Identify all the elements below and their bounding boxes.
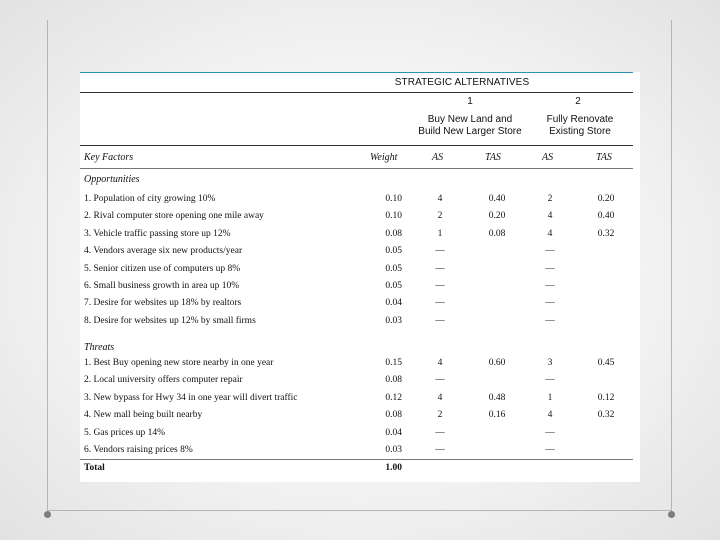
table-row — [80, 316, 633, 333]
weight-cell: 0.08 — [385, 375, 402, 386]
as-2-cell: — — [545, 375, 555, 386]
table-row — [80, 298, 633, 315]
factor-cell: 5. Gas prices up 14% — [84, 427, 165, 438]
factor-cell: 2. Local university offers computer repair — [84, 375, 243, 386]
alternative-2-label — [530, 114, 630, 138]
qspm-table — [80, 72, 640, 482]
as-2-cell: — — [545, 281, 555, 291]
as-1-cell: — — [435, 246, 445, 257]
weight-cell: 0.05 — [385, 281, 402, 291]
table-row — [80, 264, 633, 281]
alternative-2-label-line2: Existing Store — [549, 126, 611, 137]
factor-cell: 5. Senior citizen use of computers up 8% — [84, 263, 241, 274]
tas-2-cell: 0.45 — [597, 358, 615, 368]
table-row — [80, 410, 633, 427]
factor-cell: 4. New mall being built nearby — [84, 410, 203, 421]
tas-2-cell: 0.20 — [597, 194, 615, 204]
weight-cell: 0.04 — [385, 298, 402, 309]
table-row — [80, 375, 633, 392]
alternative-1-number: 1 — [467, 96, 473, 107]
slide-frame-bottom — [47, 510, 672, 511]
weight-cell: 0.15 — [385, 358, 402, 368]
as-2-cell: 2 — [547, 194, 553, 204]
as-1-cell: — — [435, 375, 445, 386]
factor-cell: 3. New bypass for Hwy 34 in one year will divert traffic — [84, 392, 298, 403]
as-1-cell: 4 — [437, 392, 443, 403]
factor-cell: 1. Population of city growing 10% — [84, 194, 216, 204]
as-1-cell: 1 — [437, 228, 443, 239]
weight-cell: 0.08 — [385, 228, 402, 239]
table-row — [80, 358, 633, 375]
tas-2-cell: 0.32 — [597, 410, 615, 421]
as-2-cell: 4 — [547, 211, 553, 222]
tas-1-cell: 0.08 — [488, 228, 506, 239]
as-2-cell: 3 — [547, 358, 553, 368]
column-tas-1: TAS — [485, 152, 501, 163]
slide-corner-dot-right — [668, 511, 675, 518]
factor-cell: 6. Vendors raising prices 8% — [84, 445, 193, 455]
as-1-cell: — — [435, 263, 445, 274]
table-row — [80, 281, 633, 298]
total-row — [80, 463, 633, 480]
as-2-cell: 1 — [547, 392, 553, 403]
as-1-cell: 4 — [437, 358, 443, 368]
tas-2-cell: 0.12 — [597, 392, 615, 403]
weight-cell: 0.03 — [385, 445, 402, 455]
as-2-cell: — — [545, 445, 555, 455]
as-1-cell: 2 — [437, 211, 443, 222]
factor-cell: 6. Small business growth in area up 10% — [84, 281, 240, 291]
section-opportunities-title: Opportunities — [84, 174, 140, 185]
tas-1-cell: 0.16 — [488, 410, 506, 421]
as-1-cell: 4 — [437, 194, 443, 204]
table-top-border — [80, 72, 633, 73]
as-2-cell: — — [545, 246, 555, 257]
tas-1-cell: 0.20 — [488, 211, 506, 222]
header-rule — [80, 145, 633, 146]
factor-cell: 8. Desire for websites up 12% by small firms — [84, 315, 256, 326]
column-header-rule — [80, 168, 633, 169]
column-tas-2: TAS — [596, 152, 612, 163]
alternative-1-label-line1: Buy New Land and — [427, 114, 513, 125]
column-key-factors: Key Factors — [84, 152, 134, 163]
table-row — [80, 229, 633, 246]
as-2-cell: — — [545, 263, 555, 274]
tas-1-cell: 0.48 — [488, 392, 506, 403]
alternative-1-label — [410, 114, 530, 138]
weight-cell: 0.10 — [385, 194, 402, 204]
column-as-2: AS — [542, 152, 554, 163]
weight-cell: 0.10 — [385, 211, 402, 222]
as-2-cell: — — [545, 298, 555, 309]
tas-1-cell: 0.60 — [488, 358, 506, 368]
as-1-cell: 2 — [437, 410, 443, 421]
weight-cell: 0.12 — [385, 392, 402, 403]
tas-2-cell: 0.32 — [597, 228, 615, 239]
as-2-cell: 4 — [547, 410, 553, 421]
slide-frame-right — [671, 20, 672, 510]
as-1-cell: — — [435, 445, 445, 455]
strategic-alternatives-title: STRATEGIC ALTERNATIVES — [394, 77, 530, 88]
total-rule — [80, 459, 633, 460]
section-threats-title: Threats — [84, 342, 115, 353]
table-row — [80, 428, 633, 445]
table-row — [80, 393, 633, 410]
slide-frame-left — [47, 20, 48, 510]
as-1-cell: — — [435, 281, 445, 291]
column-as-1: AS — [432, 152, 444, 163]
tas-2-cell: 0.40 — [597, 211, 615, 222]
table-row — [80, 211, 633, 228]
table-row — [80, 194, 633, 211]
as-2-cell: — — [545, 315, 555, 326]
as-1-cell: — — [435, 315, 445, 326]
total-weight: 1.00 — [385, 463, 402, 473]
weight-cell: 0.03 — [385, 315, 402, 326]
slide-corner-dot-left — [44, 511, 51, 518]
alternative-2-number: 2 — [575, 96, 581, 107]
factor-cell: 7. Desire for websites up 18% by realtors — [84, 298, 242, 309]
weight-cell: 0.05 — [385, 246, 402, 257]
column-weight: Weight — [370, 152, 398, 163]
factor-cell: 1. Best Buy opening new store nearby in one year — [84, 358, 274, 368]
alternative-2-label-line1: Fully Renovate — [546, 114, 614, 125]
as-2-cell: — — [545, 427, 555, 438]
factor-cell: 4. Vendors average six new products/year — [84, 246, 243, 257]
factor-cell: 2. Rival computer store opening one mile away — [84, 211, 264, 222]
alternative-1-label-line2: Build New Larger Store — [418, 126, 522, 137]
weight-cell: 0.04 — [385, 427, 402, 438]
factor-cell: 3. Vehicle traffic passing store up 12% — [84, 228, 231, 239]
as-2-cell: 4 — [547, 228, 553, 239]
total-label: Total — [84, 463, 105, 473]
tas-1-cell: 0.40 — [488, 194, 506, 204]
title-rule — [80, 92, 633, 93]
as-1-cell: — — [435, 427, 445, 438]
weight-cell: 0.08 — [385, 410, 402, 421]
as-1-cell: — — [435, 298, 445, 309]
weight-cell: 0.05 — [385, 263, 402, 274]
table-row — [80, 246, 633, 263]
